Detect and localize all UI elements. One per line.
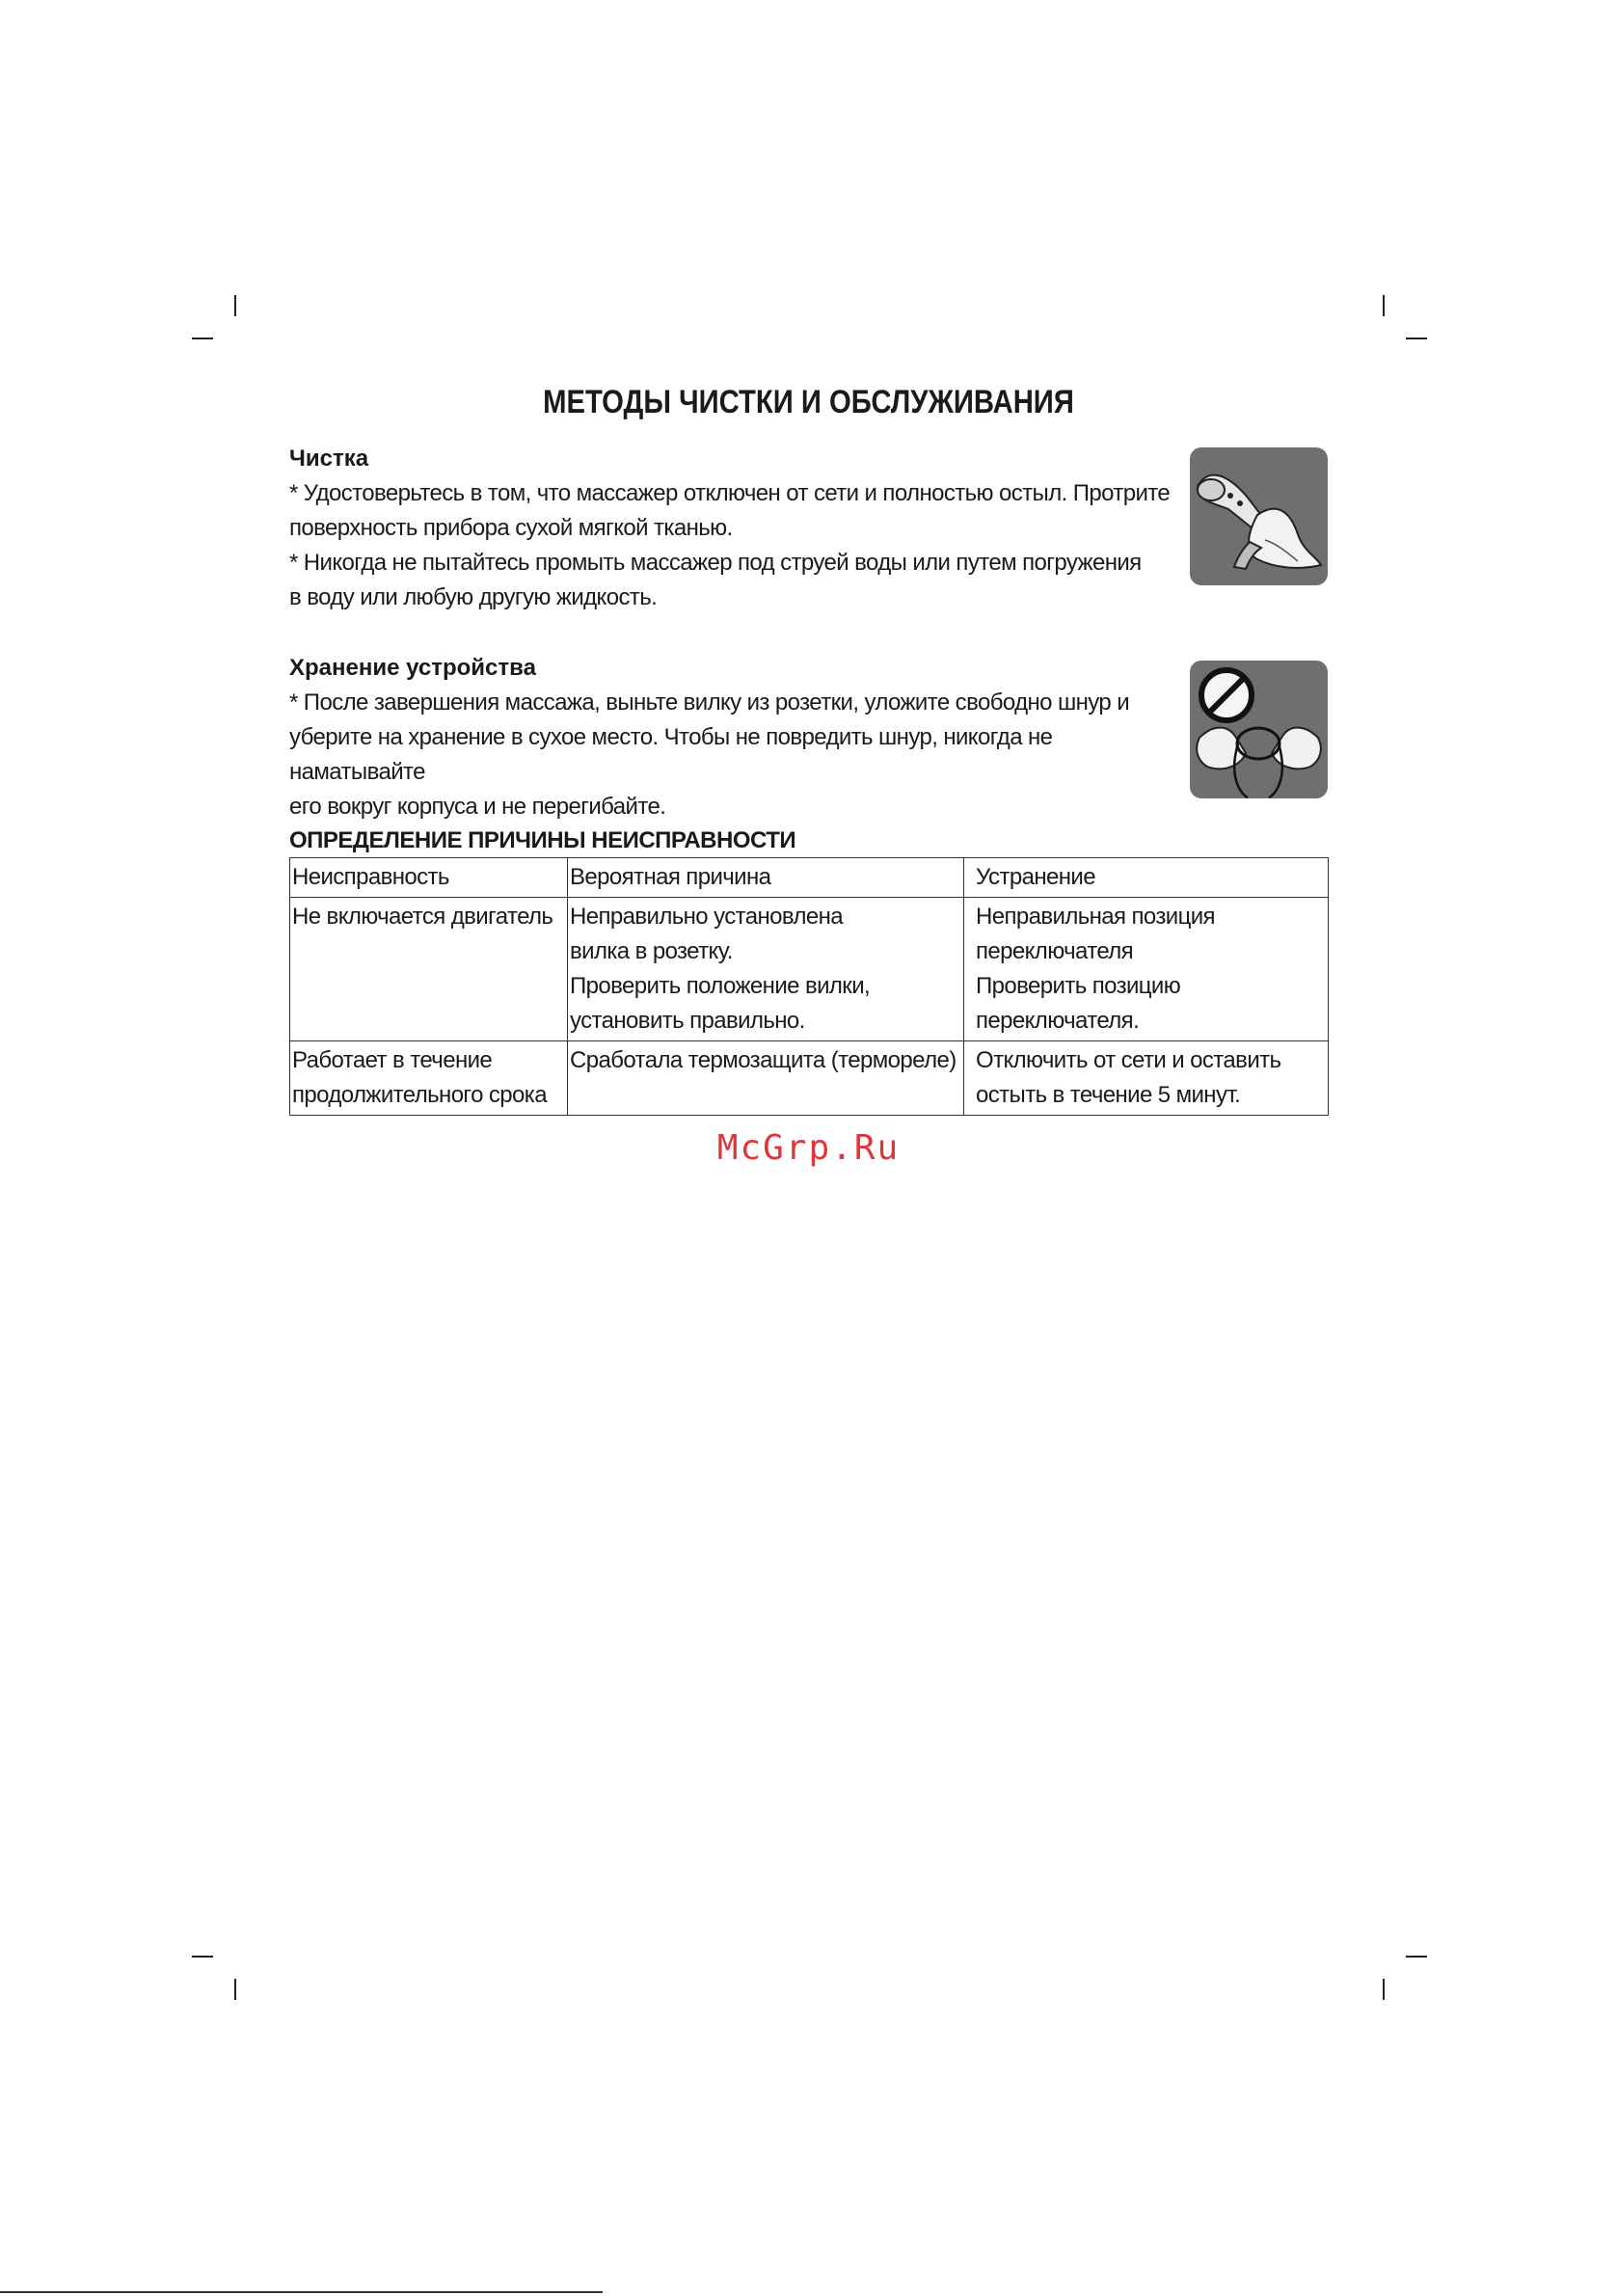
crop-mark [1383,295,1385,316]
cell-line: Проверить позицию [976,973,1181,999]
crop-mark [1406,1956,1427,1958]
cleaning-heading: Чистка [289,446,369,472]
text-line: уберите на хранение в сухое место. Чтобы не повредить шнур, никогда не наматывайте [289,724,1053,785]
cell-line: Отключить от сети и оставить [976,1047,1281,1073]
crop-mark [234,295,236,316]
column-header: Устранение [964,858,1329,898]
text-line: * Никогда не пытайтесь промыть массажер под струей воды или путем погружения [289,550,1142,576]
table-header-row [290,858,1329,898]
cell-line: переключателя [976,938,1134,964]
text-line: в воду или любую другую жидкость. [289,584,658,610]
table-row [290,898,1329,1041]
crop-mark [1406,338,1427,339]
text-line: его вокруг корпуса и не перегибайте. [289,794,666,820]
fault-cell [290,1041,568,1116]
bottom-rule [0,2291,603,2293]
fault-cell [290,898,568,1041]
column-header: Неисправность [290,858,568,898]
crop-mark [234,1979,236,2000]
text-line: поверхность прибора сухой мягкой тканью. [289,515,733,541]
cell-line: Сработала термозащита (термореле) [570,1047,957,1073]
troubleshooting-heading: ОПРЕДЕЛЕНИЕ ПРИЧИНЫ НЕИСПРАВНОСТИ [289,827,796,853]
cell-line: Неправильно установлена [570,904,844,930]
crop-mark [192,338,213,339]
cell-line: Не включается двигатель [292,904,553,930]
cell-line: Проверить положение вилки, [570,973,871,999]
remedy-cell [964,898,1329,1041]
remedy-cell [964,1041,1329,1116]
table-row [290,1041,1329,1116]
text-line: * После завершения массажа, выньте вилку из розетки, уложите свободно шнур и [289,689,1130,716]
cell-line: Работает в течение [292,1047,493,1073]
storage-heading: Хранение устройства [289,655,536,681]
text-line: * Удостоверьтесь в том, что массажер отключен от сети и полностью остыл. Протрите [289,480,1171,506]
cell-line: вилка в розетку. [570,938,733,964]
cell-line: продолжительного срока [292,1082,547,1108]
column-header: Вероятная причина [568,858,964,898]
crop-mark [192,1956,213,1958]
crop-mark [1383,1979,1385,2000]
cell-line: остыть в течение 5 минут. [976,1082,1241,1108]
cause-cell [568,898,964,1041]
cleaning-text [289,476,1176,615]
cause-cell [568,1041,964,1116]
cell-line: переключателя. [976,1008,1140,1034]
cell-line: установить правильно. [570,1008,805,1034]
massager-cloth-icon [1190,447,1328,585]
troubleshooting-table [289,857,1329,1116]
storage-text [289,686,1176,824]
cell-line: Неправильная позиция [976,904,1215,930]
watermark: McGrp.Ru [716,1128,901,1168]
no-cord-wrap-icon [1190,661,1328,798]
page-title: МЕТОДЫ ЧИСТКИ И ОБСЛУЖИВАНИЯ [543,384,1074,420]
